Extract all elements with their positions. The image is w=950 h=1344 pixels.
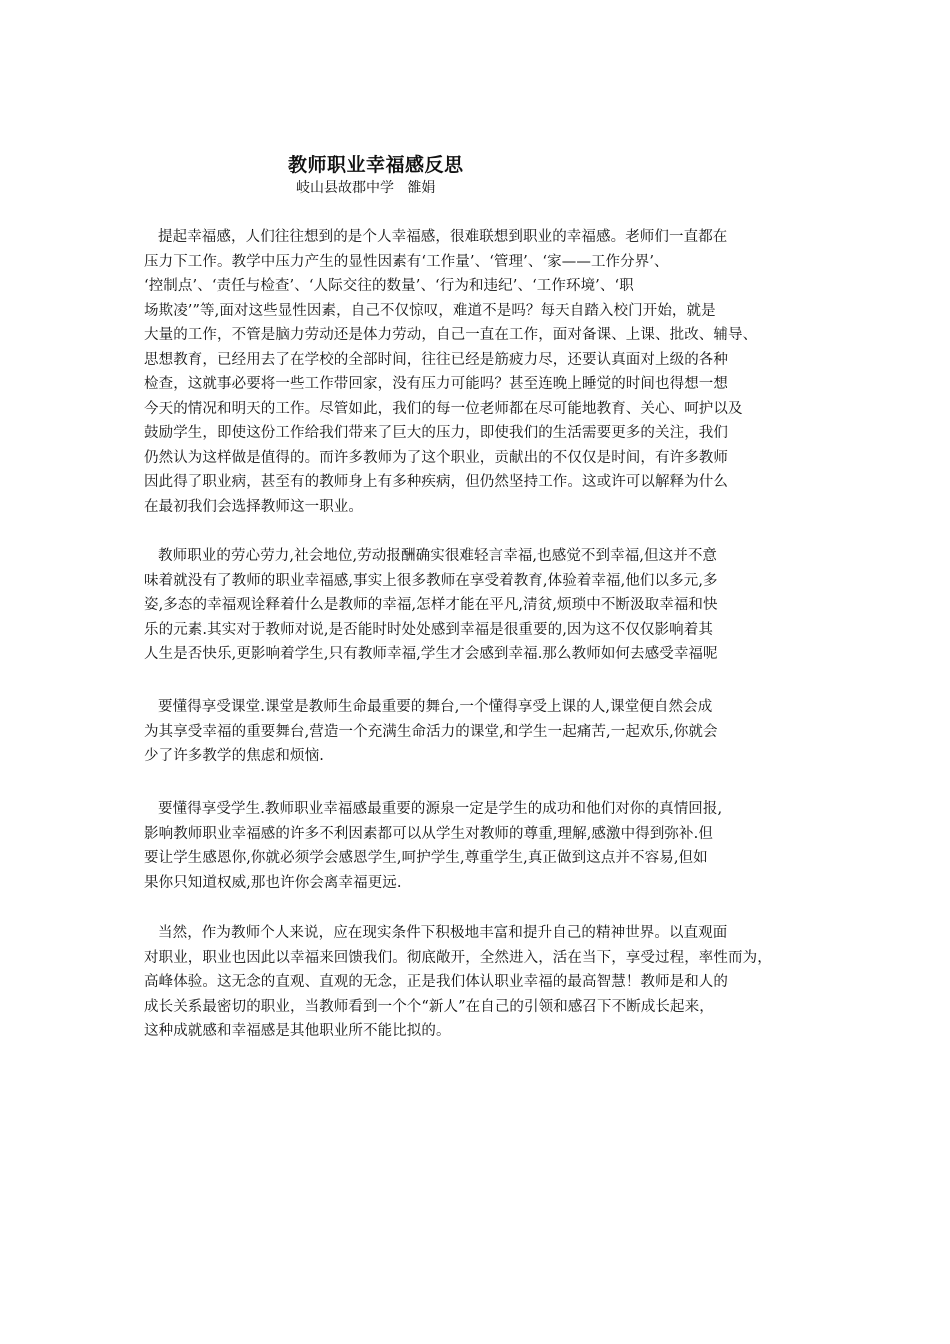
paragraph-line: 因此得了职业病，甚至有的教师身上有多种疾病，但仍然坚持工作。这或许可以解释为什么 xyxy=(144,474,728,490)
paragraph-line: 人生是否快乐,更影响着学生,只有教师幸福,学生才会感到幸福.那么教师如何去感受幸福呢 xyxy=(144,646,718,662)
document-title: 教师职业幸福感反思 xyxy=(288,154,464,176)
paragraph-line: 思想教育，已经用去了在学校的全部时间，往往已经是筋疲力尽，还要认真面对上级的各种 xyxy=(144,351,728,368)
paragraph-line: 这种成就感和幸福感是其他职业所不能比拟的。 xyxy=(144,1023,451,1039)
paragraph-line: 提起幸福感，人们往往想到的是个人幸福感，很难联想到职业的幸福感。老师们一直都在 xyxy=(158,229,728,245)
paragraph-1 xyxy=(144,225,810,519)
paragraph-line: 成长关系最密切的职业，当教师看到一个个“新人”在自己的引领和感召下不断成长起来， xyxy=(144,998,714,1015)
paragraph-line: 教师职业的劳心劳力,社会地位,劳动报酬确实很难轻言幸福,也感觉不到幸福,但这并不意 xyxy=(158,548,718,564)
paragraph-line: 对职业，职业也因此以幸福来回馈我们。彻底敞开，全然进入，活在当下，享受过程，率性而为， xyxy=(144,949,772,966)
paragraph-2 xyxy=(144,544,810,667)
paragraph-5 xyxy=(144,921,810,1044)
paragraph-line: 高峰体验。这无念的直观、直观的无念，正是我们体认职业幸福的最高智慧！教师是和人的 xyxy=(144,974,728,990)
paragraph-line: 压力下工作。教学中压力产生的显性因素有‘工作量’、‘管理’、‘家——工作分界’、 xyxy=(144,253,669,270)
author-line: 岐山县故郡中学 雒娟 xyxy=(296,180,436,196)
paragraph-line: 味着就没有了教师的职业幸福感,事实上很多教师在享受着教育,体验着幸福,他们以多元,多 xyxy=(144,572,718,589)
paragraph-line: 姿,多态的幸福观诠释着什么是教师的幸福,怎样才能在平凡,清贫,烦琐中不断汲取幸福和快 xyxy=(144,597,718,613)
paragraph-3 xyxy=(144,695,810,769)
paragraph-line: 大量的工作，不管是脑力劳动还是体力劳动，自己一直在工作，面对备课、上课、批改、辅导、 xyxy=(144,327,758,343)
paragraph-4 xyxy=(144,797,810,895)
paragraph-line: 检查，这就事必要将一些工作带回家，没有压力可能吗？甚至连晚上睡觉的时间也得想一想 xyxy=(144,376,728,392)
paragraph-line: 在最初我们会选择教师这一职业。 xyxy=(144,498,363,515)
paragraph-line: 少了许多教学的焦虑和烦恼. xyxy=(144,748,324,764)
paragraph-line: 场欺凌’”等,面对这些显性因素，自己不仅惊叹，难道不是吗？每天自踏入校门开始，就是 xyxy=(144,302,716,319)
paragraph-line: 果你只知道权威,那也许你会离幸福更远. xyxy=(144,874,402,891)
paragraph-line: 要懂得享受课堂.课堂是教师生命最重要的舞台,一个懂得享受上课的人,课堂便自然会成 xyxy=(158,699,713,715)
paragraph-line: 当然，作为教师个人来说，应在现实条件下积极地丰富和提升自己的精神世界。以直观面 xyxy=(158,925,728,941)
paragraph-line: 今天的情况和明天的工作。尽管如此，我们的每一位老师都在尽可能地教育、关心、呵护以及 xyxy=(144,400,743,417)
paragraph-line: 要让学生感恩你,你就必须学会感恩学生,呵护学生,尊重学生,真正做到这点并不容易,但如 xyxy=(144,850,708,866)
paragraph-line: 仍然认为这样做是值得的。而许多教师为了这个职业，贡献出的不仅仅是时间，有许多教师 xyxy=(144,449,728,466)
paragraph-line: 为其享受幸福的重要舞台,营造一个充满生命活力的课堂,和学生一起痛苦,一起欢乐,你就会 xyxy=(144,723,718,740)
paragraph-line: 乐的元素.其实对于教师对说,是否能时时处处感到幸福是很重要的,因为这不仅仅影响着其 xyxy=(144,621,713,638)
paragraph-line: 鼓励学生，即使这份工作给我们带来了巨大的压力，即使我们的生活需要更多的关注，我们 xyxy=(144,425,728,441)
paragraph-line: 影响教师职业幸福感的许多不利因素都可以从学生对教师的尊重,理解,感激中得到弥补.但 xyxy=(144,825,713,842)
paragraph-line: 要懂得享受学生.教师职业幸福感最重要的源泉一定是学生的成功和他们对你的真情回报, xyxy=(158,801,723,817)
paragraph-line: ‘控制点’、‘责任与检查’、‘人际交往的数量’、‘行为和违纪’、‘工作环境’、‘职 xyxy=(144,278,634,294)
